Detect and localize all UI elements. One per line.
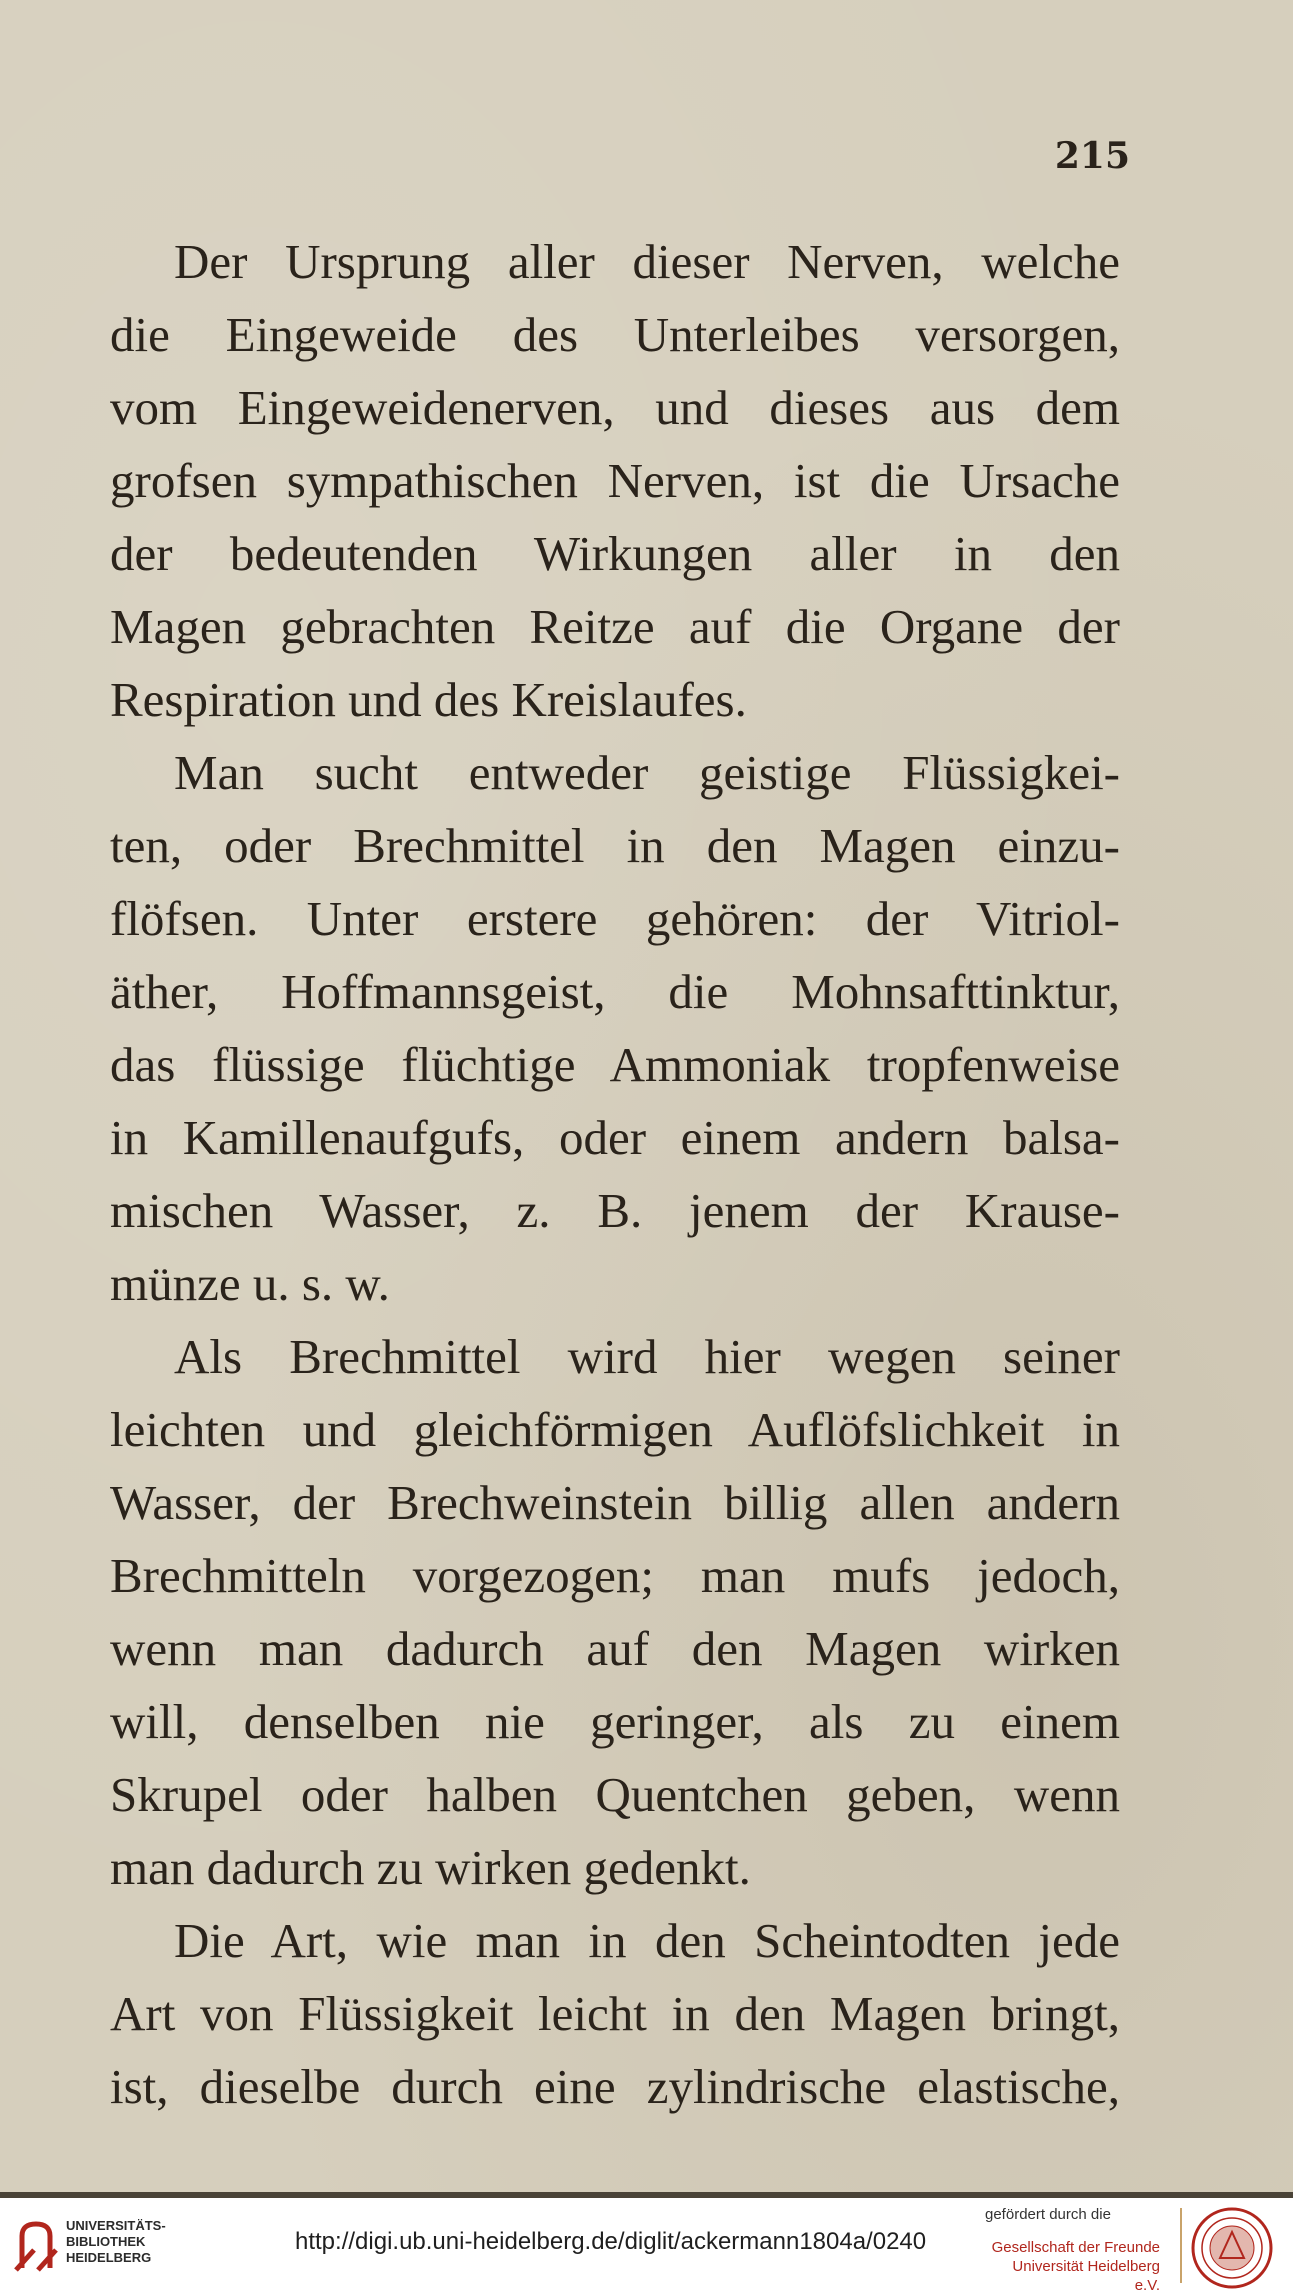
text-line: Skrupel oder halben Quentchen geben, wenn [110, 1767, 1120, 1822]
text-line: will, denselben nie geringer, als zu einem [110, 1694, 1120, 1749]
digitization-footer [0, 2198, 1293, 2293]
text-line: Art von Flüssigkeit leicht in den Magen bringt, [110, 1986, 1120, 2041]
text-line: vom Eingeweidenerven, und dieses aus dem [110, 380, 1120, 435]
footer-divider [1180, 2208, 1182, 2283]
text-line: Magen gebrachten Reitze auf die Organe der [110, 599, 1120, 654]
text-line: Der Ursprung aller dieser Nerven, welche [174, 234, 1120, 289]
text-line: in Kamillenaufgufs, oder einem andern balsa- [110, 1110, 1120, 1165]
paragraph [110, 225, 1120, 736]
permalink-url[interactable]: http://digi.ub.uni-heidelberg.de/diglit/ackermann1804a/0240 [295, 2228, 927, 2255]
page-number: 215 [1054, 135, 1130, 177]
text-line: äther, Hoffmannsgeist, die Mohnsafttinktur, [110, 964, 1120, 1019]
text-line: Respiration und des Kreislaufes. [110, 672, 747, 727]
ub-heidelberg-logo-icon [14, 2216, 58, 2276]
text-line: ten, oder Brechmittel in den Magen einzu- [110, 818, 1120, 873]
text-line: wenn man dadurch auf den Magen wirken [110, 1621, 1120, 1676]
text-line: das flüssige flüchtige Ammoniak tropfenweise [110, 1037, 1120, 1092]
text-line: ist, dieselbe durch eine zylindrische elastische, [110, 2059, 1120, 2114]
paragraph [110, 1320, 1120, 1904]
paragraph [110, 736, 1120, 1320]
text-line: flöfsen. Unter erstere gehören: der Vitriol- [110, 891, 1120, 946]
text-line: man dadurch zu wirken gedenkt. [110, 1840, 751, 1895]
paragraph [110, 1904, 1120, 2123]
library-name [66, 2218, 166, 2266]
funder-name-line: Gesellschaft der Freunde [991, 2239, 1160, 2256]
text-line: leichten und gleichförmigen Auflöfslichkeit in [110, 1402, 1120, 1457]
text-line: Brechmitteln vorgezogen; man mufs jedoch, [110, 1548, 1120, 1603]
text-line: der bedeutenden Wirkungen aller in den [110, 526, 1120, 581]
text-line: Man sucht entweder geistige Flüssigkei- [174, 745, 1120, 800]
text-line: Als Brechmittel wird hier wegen seiner [174, 1329, 1120, 1384]
funder-intro: gefördert durch die [985, 2206, 1111, 2223]
text-line: grofsen sympathischen Nerven, ist die Ursache [110, 453, 1120, 508]
text-line: Die Art, wie man in den Scheintodten jede [174, 1913, 1120, 1968]
library-name-line: HEIDELBERG [66, 2250, 152, 2265]
text-line: die Eingeweide des Unterleibes versorgen, [110, 307, 1120, 362]
text-line: Wasser, der Brechweinstein billig allen andern [110, 1475, 1120, 1530]
text-line: mischen Wasser, z. B. jenem der Krause- [110, 1183, 1120, 1238]
funder-name [985, 2238, 1160, 2295]
text-line: münze u. s. w. [110, 1256, 390, 1311]
library-name-line: BIBLIOTHEK [66, 2234, 146, 2249]
funder-name-line: Universität Heidelberg e.V. [1012, 2258, 1160, 2294]
body-text [110, 225, 1120, 2123]
library-name-line: UNIVERSITÄTS- [66, 2218, 166, 2233]
university-seal-icon [1190, 2206, 1274, 2290]
